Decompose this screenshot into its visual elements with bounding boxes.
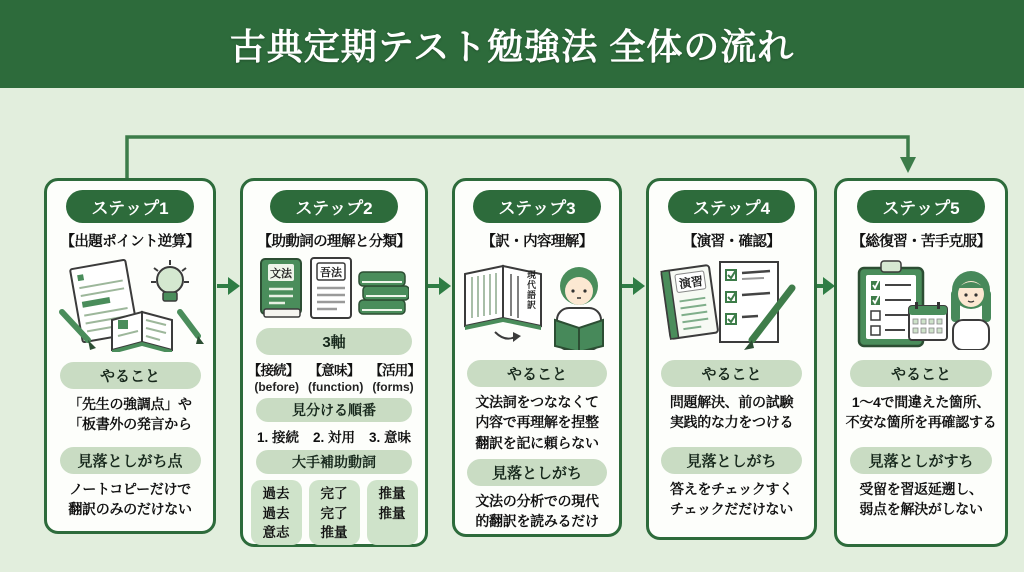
calendar-icon [909, 302, 947, 340]
step-2-axes-kanji: 【接続】 【意味】 【活用】 [247, 363, 421, 378]
step-1-do-pill: やること [60, 362, 201, 389]
title-bar [0, 0, 1024, 88]
step-3-card [452, 178, 622, 537]
lightbulb-icon [151, 260, 189, 301]
step-4-heading: 【演習・確認】 [682, 234, 781, 250]
step-2-axes-english: (before) (function) (forms) [254, 380, 414, 394]
step-5-miss-text: 受留を習返延遡し、 弱点を解決がしない [859, 480, 983, 517]
reader-person-icon [555, 267, 603, 350]
step-1-heading: 【出題ポイント逆算】 [60, 234, 200, 250]
flow-arrow-1-2 [215, 274, 242, 298]
step-4-do-text: 問題解決、前の試験 実践的な力をつける [669, 394, 794, 431]
step-3-heading: 【訳・内容理解】 [481, 234, 593, 250]
flow-arrow-2-3 [426, 274, 453, 298]
book1-label: 文法 [270, 268, 292, 280]
step-1-miss-pill: 見落としがち点 [60, 447, 201, 474]
step-2-card [240, 178, 428, 547]
student-person-icon [951, 271, 991, 350]
aux-box-3: 推量 推量 [367, 480, 418, 545]
step-2-aux-boxes [251, 480, 418, 545]
step-5-badge: ステップ5 [857, 190, 984, 223]
usage-book-icon [311, 258, 351, 318]
step-4-badge: ステップ4 [668, 190, 795, 223]
book-stack-icon [359, 272, 409, 314]
step-5-miss-pill: 見落としがすち [850, 447, 993, 474]
pen-icon-right [180, 312, 204, 344]
modern-translation-label: 現代語訳 [526, 270, 536, 310]
flow-arrow-3-4 [620, 274, 647, 298]
grammar-books-illustration [259, 256, 409, 322]
step-5-card [834, 178, 1008, 547]
review-clipboard-illustration [845, 256, 997, 350]
step-3-miss-text: 文法の分析での現代 的翻訳を読みるだけ [475, 492, 599, 530]
step-3-badge: ステップ3 [473, 190, 600, 223]
page-title: 古典定期テスト勉強法 全体の流れ [229, 25, 795, 67]
step-4-miss-text: 答えをチェックすく チェックだだけない [670, 480, 793, 517]
step-1-miss-text: ノートコピーだけで 翻訳のみのだけない [68, 480, 192, 517]
practice-checklist-illustration [656, 256, 808, 350]
step-4-card [646, 178, 817, 540]
step-1-badge: ステップ1 [66, 190, 193, 223]
step-2-heading: 【助動詞の理解と分類】 [257, 234, 411, 250]
step-3-do-pill: やること [467, 360, 606, 387]
step-3-do-text: 文法詞をつななくて 内容で再理解を捏整 翻訳を記に頼らない [475, 394, 599, 451]
step-2-order-items: 1. 接続 2. 対用 3. 意味 [256, 430, 412, 445]
book2-label: 吾法 [320, 267, 342, 279]
notebook-label: 演習 [677, 274, 704, 292]
step-5-do-text: 1〜4で間違えた箇所、 不安な箇所を再確認する [845, 394, 997, 431]
step-1-do-text: 「先生の強調点」や 「板書外の発言から [68, 396, 192, 433]
aux-box-2: 完了 完了 推量 [309, 480, 360, 545]
step-2-badge: ステップ2 [270, 190, 397, 223]
step-4-do-pill: やること [661, 360, 801, 387]
notes-lightbulb-illustration [54, 256, 206, 352]
step-4-miss-pill: 見落としがち [661, 447, 801, 474]
checklist-icon [720, 262, 778, 342]
step-2-axes-pill: 3軸 [256, 328, 412, 355]
step-2-order-pill: 見分ける順番 [256, 398, 412, 422]
aux-box-1: 過去 過去 意志 [251, 480, 302, 545]
grammar-book-icon [261, 259, 301, 317]
step-1-card [44, 178, 216, 534]
step-3-miss-pill: 見落としがち [467, 459, 606, 486]
practice-notebook-icon [661, 265, 718, 339]
step-5-heading: 【総復習・苦手克服】 [851, 234, 991, 250]
step-2-aux-pill: 大手補助動詞 [256, 450, 412, 474]
step-5-do-pill: やること [850, 360, 993, 387]
reading-person-illustration [461, 256, 613, 350]
